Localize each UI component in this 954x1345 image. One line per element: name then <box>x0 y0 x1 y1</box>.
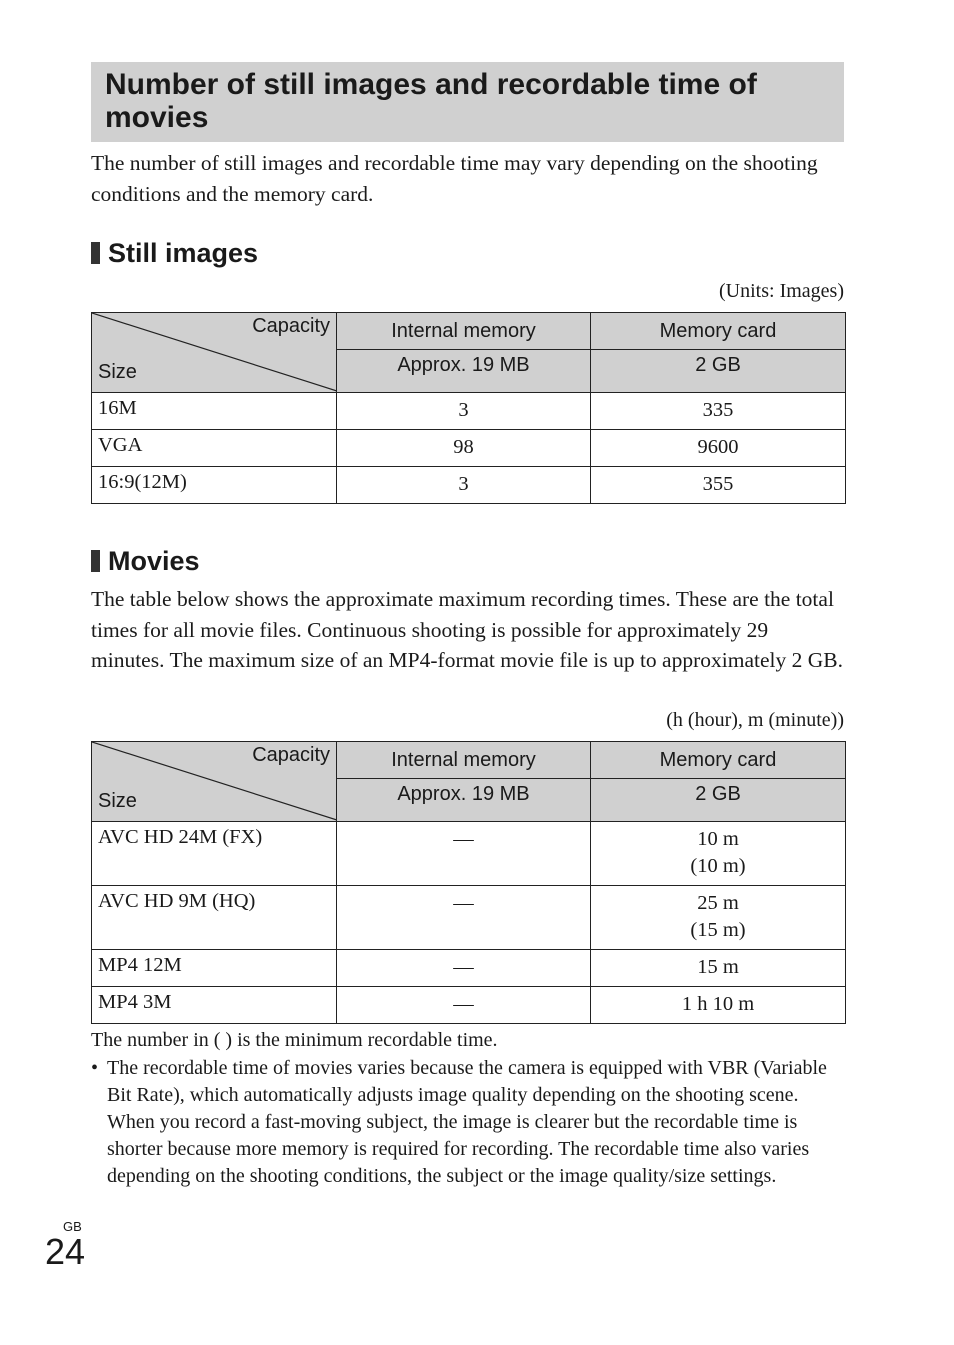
heading-marker-icon <box>91 550 100 572</box>
card-cell: 9600 <box>591 430 846 467</box>
table-row <box>92 886 846 950</box>
bullet-icon: • <box>91 1057 99 1079</box>
region-code: GB <box>63 1219 82 1234</box>
movies-table <box>91 741 846 1024</box>
vbr-bullet <box>91 1055 841 1190</box>
table-row <box>92 950 846 987</box>
internal-cell: 98 <box>337 430 591 467</box>
size-cell: 16M <box>92 393 337 430</box>
size-cell: VGA <box>92 430 337 467</box>
movies-units: (h (hour), m (minute)) <box>666 709 844 731</box>
page-title: Number of still images and recordable time of movies <box>105 68 757 134</box>
size-label: Size <box>98 361 137 383</box>
internal-memory-header: Internal memory <box>337 313 591 350</box>
size-cell: MP4 12M <box>92 950 337 987</box>
card-cell: 355 <box>591 467 846 504</box>
card-time: 10 m <box>697 828 739 850</box>
internal-cell: — <box>337 886 591 950</box>
table-row <box>92 467 846 504</box>
memory-card-header: Memory card <box>591 313 846 350</box>
movies-heading-text: Movies <box>108 546 200 576</box>
internal-cell: 3 <box>337 393 591 430</box>
table-row <box>92 430 846 467</box>
intro-text: The number of still images and recordable time may vary depending on the shooting conditions and the memory card. <box>91 151 818 206</box>
card-cell: 1 h 10 m <box>591 987 846 1024</box>
internal-cell: — <box>337 987 591 1024</box>
size-cell: 16:9(12M) <box>92 467 337 504</box>
capacity-label: Capacity <box>252 744 330 766</box>
table-row <box>92 822 846 886</box>
heading-marker-icon <box>91 242 100 264</box>
movies-heading <box>91 546 200 576</box>
memory-card-capacity: 2 GB <box>591 350 846 393</box>
card-min-time: (15 m) <box>690 919 746 941</box>
card-time: 25 m <box>697 892 739 914</box>
still-images-heading-text: Still images <box>108 238 259 268</box>
movies-description: The table below shows the approximate maximum recording times. These are the total times for all movie files. Continuous shooting is possible for approximately 29 minutes. The maximum size of an MP4-format movie file is up to approximately 2 GB. <box>91 587 843 672</box>
table-row <box>92 987 846 1024</box>
diagonal-header-cell <box>92 313 337 393</box>
card-cell: 15 m <box>591 950 846 987</box>
bullet-text: The recordable time of movies varies because the camera is equipped with VBR (Variable Bit Rate), which automatically adjusts image quality depending on the shooting scene. When you record a fast-moving subject, the image is clearer but the recordable time is shorter because more memory is required for recording. The recordable time also varies depending on the shooting conditions, the subject or the image quality/size settings. <box>107 1057 827 1187</box>
capacity-label: Capacity <box>252 315 330 337</box>
min-time-note: The number in ( ) is the minimum recordable time. <box>91 1029 498 1051</box>
size-cell: MP4 3M <box>92 987 337 1024</box>
still-images-heading <box>91 238 258 268</box>
memory-card-capacity: 2 GB <box>591 779 846 822</box>
card-cell: 335 <box>591 393 846 430</box>
size-label: Size <box>98 790 137 812</box>
table-header-row <box>92 742 846 779</box>
internal-cell: — <box>337 822 591 886</box>
card-cell <box>591 822 846 886</box>
card-min-time: (10 m) <box>690 855 746 877</box>
size-cell: AVC HD 24M (FX) <box>92 822 337 886</box>
title-banner <box>91 62 844 142</box>
diagonal-header-cell <box>92 742 337 822</box>
internal-memory-capacity: Approx. 19 MB <box>337 779 591 822</box>
table-header-row <box>92 313 846 350</box>
internal-cell: 3 <box>337 467 591 504</box>
still-units: (Units: Images) <box>719 280 844 302</box>
card-cell <box>591 886 846 950</box>
internal-memory-header: Internal memory <box>337 742 591 779</box>
still-images-table <box>91 312 846 504</box>
internal-memory-capacity: Approx. 19 MB <box>337 350 591 393</box>
memory-card-header: Memory card <box>591 742 846 779</box>
table-row <box>92 393 846 430</box>
page-number: 24 <box>45 1231 86 1272</box>
internal-cell: — <box>337 950 591 987</box>
size-cell: AVC HD 9M (HQ) <box>92 886 337 950</box>
